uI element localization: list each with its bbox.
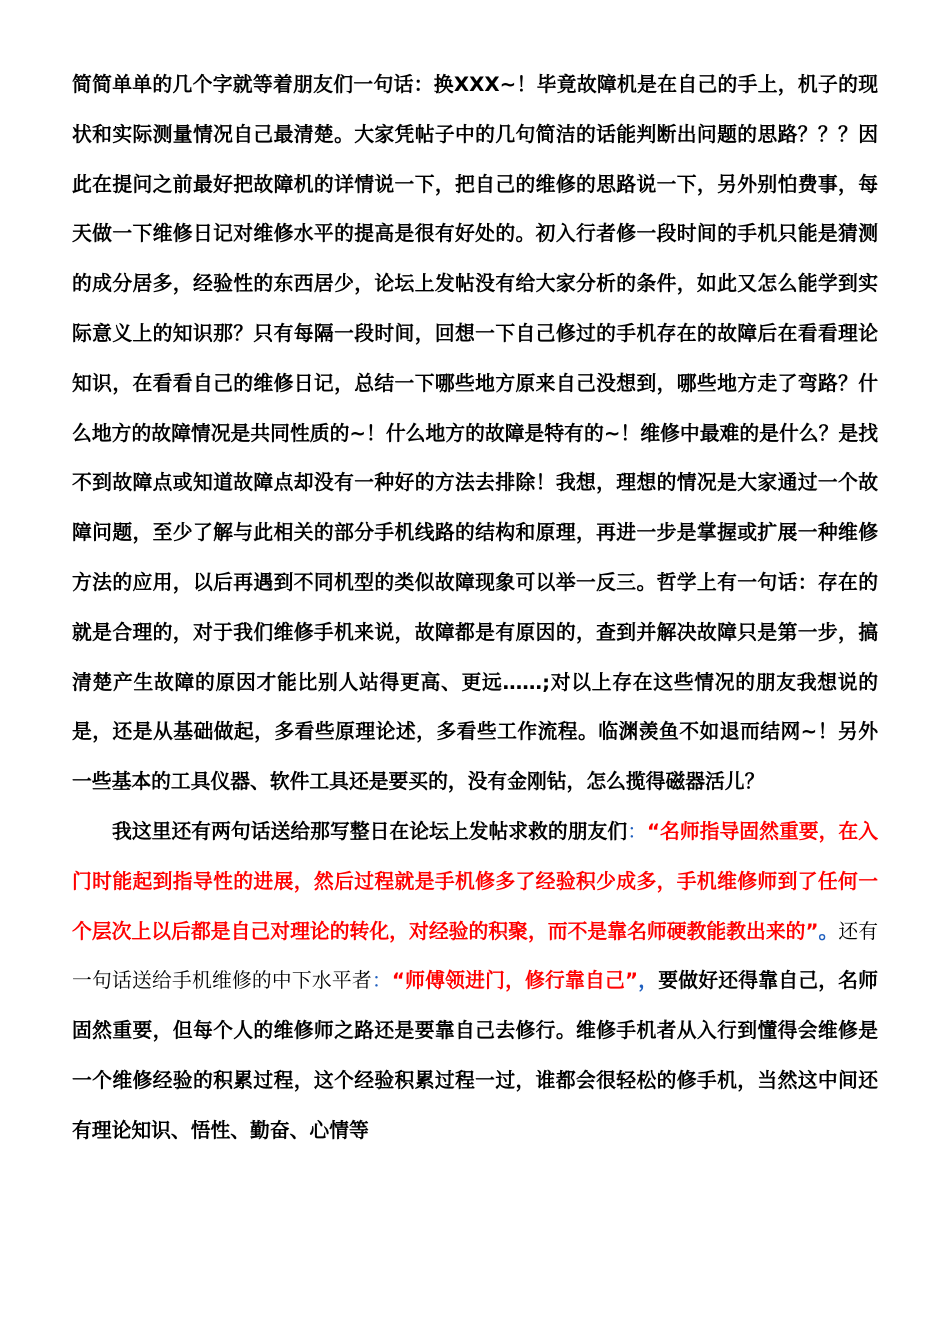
- quote-colon-2: ：: [371, 969, 392, 993]
- paragraph-1: 简简单单的几个字就等着朋友们一句话：换XXX~！毕竟故障机是在自己的手上，机子的现状和实际测量情况自己最清楚。大家凭帖子中的几句简洁的话能判断出问题的思路？？？因此在提问之前最好把故障机的详情说一下，把自己的维修的思路说一下，另外别怕费事，每天做一下维修日记对维修水平的提高是很有好处的。初入行者修一段时间的手机只能是猜测的成分居多，经验性的东西居少，论坛上发帖没有给大家分析的条件，如此又怎么能学到实际意义上的知识那？只有每隔一段时间，回想一下自己修过的手机存在的故障后在看看理论知识，在看看自己的维修日记，总结一下哪些地方原来自己没想到，哪些地方走了弯路？什么地方的故障情况是共同性质的~！什么地方的故障是特有的~！维修中最难的是什么？是找不到故障点或知道故障点却没有一种好的方法去排除！我想，理想的情况是大家通过一个故障问题，至少了解与此相关的部分手机线路的结构和原理，再进一步是掌握或扩展一种维修方法的应用，以后再遇到不同机型的类似故障现象可以举一反三。哲学上有一句话：存在的就是合理的，对于我们维修手机来说，故障都是有原因的，查到并解决故障只是第一步，搞清楚产生故障的原因才能比别人站得更高、更远……;对以上存在这些情况的朋友我想说的是，还是从基础做起，多看些原理论述，多看些工作流程。临渊羡鱼不如退而结网~！另外一些基本的工具仪器、软件工具还是要买的，没有金刚钻，怎么揽得磁器活儿？: [72, 73, 878, 794]
- quote-comma: ，: [638, 969, 659, 993]
- paragraph-2: [72, 807, 878, 1156]
- quote-colon-1: ：: [627, 819, 648, 843]
- quote-famous-teacher: “名师指导固然重要，在入门时能起到指导性的进展，然后过程就是手机修多了经验积少成多，手机维修师到了任何一个层次上以后都是自己对理论的转化，对经验的积聚，而不是靠名师硬教能教出来的”: [72, 819, 878, 943]
- paragraph-2-rest: 要做好还得靠自己，名师固然重要，但每个人的维修师之路还是要靠自己去修行。维修手机者从入行到懂得会维修是一个维修经验的积累过程，这个经验积累过程一过，谁都会很轻松的修手机，当然这中间还有理论知识、悟性、勤奋、心情等: [72, 969, 878, 1142]
- paragraph-2-intro: 我这里还有两句话送给那写整日在论坛上发帖求救的朋友们: [112, 819, 628, 843]
- quote-master-leads: “师傅领进门，修行靠自己”: [391, 969, 639, 993]
- quote-period-1: 。: [818, 919, 839, 943]
- paragraph-2-middle: 还有一句话送给手机维修的中下水平者: [72, 919, 878, 993]
- document-page: [72, 60, 878, 1156]
